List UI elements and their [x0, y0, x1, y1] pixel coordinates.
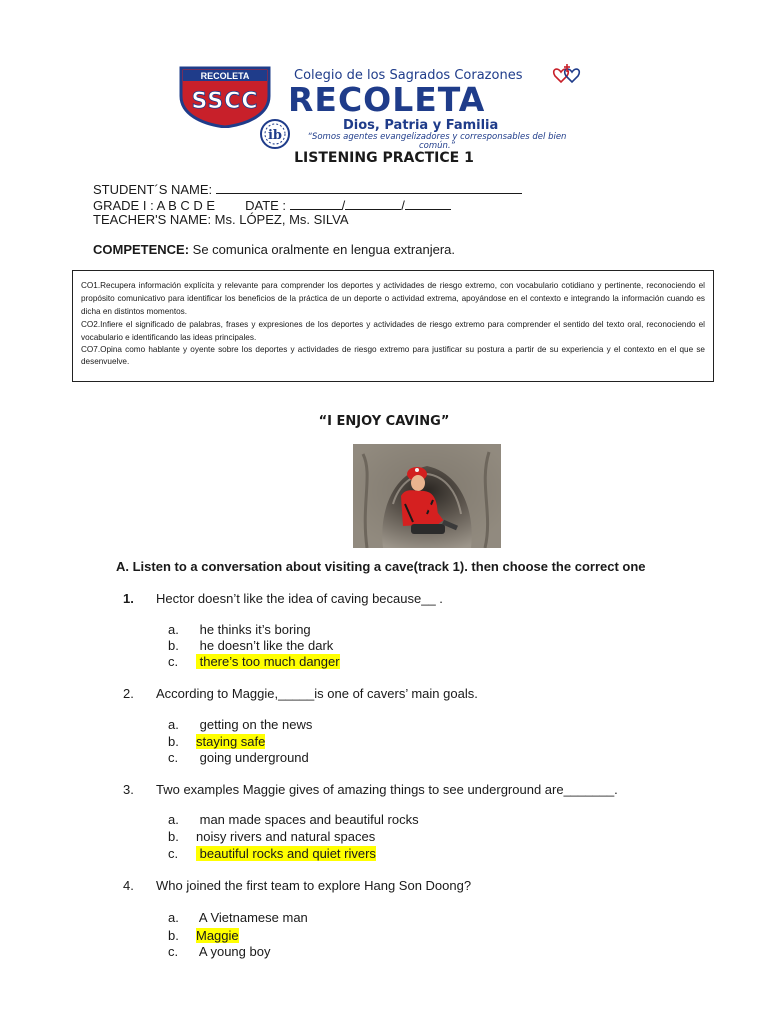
option-letter: b. — [168, 928, 179, 943]
grade-date-row — [93, 197, 451, 213]
question-text: According to Maggie,_____is one of cavers’ main goals. — [156, 686, 478, 701]
option-letter: c. — [168, 846, 179, 861]
option-letter: a. — [168, 910, 179, 925]
option-letter: a. — [168, 812, 179, 827]
date-separator: / — [341, 198, 346, 213]
shield-main-text: SSCC — [191, 89, 259, 114]
option-letter: c. — [168, 654, 179, 669]
reading-title: “I ENJOY CAVING” — [318, 414, 450, 429]
capacity-co2: CO2.Infiere el significado de palabras, frases y expresiones de los deportes y actividades de riesgo extremo para comprender el sentido del texto oral, reconociendo el vocabulario e identificando las ideas principales. — [81, 320, 705, 342]
question-2 — [123, 686, 478, 701]
option-text: noisy rivers and natural spaces — [196, 829, 376, 844]
option-text-highlighted: staying safe — [196, 734, 266, 749]
option-text-highlighted: there’s too much danger — [196, 654, 340, 669]
option-text: man made spaces and beautiful rocks — [196, 812, 419, 827]
option-text: going underground — [196, 750, 309, 765]
option-text: he thinks it’s boring — [196, 622, 311, 637]
school-motto: Dios, Patria y Familia — [343, 118, 499, 133]
competence-text: Se comunica oralmente en lengua extranjera. — [189, 242, 455, 257]
shield-top-text: RECOLETA — [200, 71, 250, 81]
student-name-label: STUDENT´S NAME: — [93, 182, 216, 197]
option-2b[interactable] — [168, 734, 265, 749]
option-text-highlighted: Maggie — [196, 928, 239, 943]
question-text: Hector doesn’t like the idea of caving because__ . — [156, 591, 443, 606]
student-name-row — [93, 181, 522, 197]
date-separator: / — [401, 198, 405, 213]
option-text: A Vietnamese man — [196, 910, 308, 925]
cave-explorer-photo — [353, 444, 501, 548]
question-number: 1. — [123, 591, 134, 606]
question-number: 3. — [123, 782, 134, 797]
school-quote: “Somos agentes evangelizadores y corresponsables del bien común.” — [307, 132, 567, 151]
option-text: he doesn’t like the dark — [196, 638, 334, 653]
grade-label: GRADE I : A B C D E — [93, 198, 216, 213]
date-label: DATE : — [245, 198, 290, 213]
capacities-box — [72, 270, 714, 382]
date-day-field[interactable] — [290, 197, 342, 210]
question-3 — [123, 782, 618, 797]
option-letter: a. — [168, 622, 179, 637]
option-letter: a. — [168, 717, 179, 732]
option-2a[interactable] — [168, 717, 312, 732]
question-number: 4. — [123, 878, 134, 893]
competence-row — [93, 242, 455, 257]
ib-logo — [255, 118, 295, 150]
student-name-field[interactable] — [216, 181, 522, 194]
date-year-field[interactable] — [405, 197, 451, 210]
option-letter: b. — [168, 638, 179, 653]
option-letter: b. — [168, 829, 179, 844]
section-a-instructions: A. Listen to a conversation about visiting a cave(track 1). then choose the correct one — [116, 559, 646, 574]
option-1c[interactable] — [168, 654, 340, 669]
capacity-co1: CO1.Recupera información explícita y relevante para comprender los deportes y actividades de riesgo extremo, con vocabulario cotidiano y pertinente, reconociendo el propósito comunicativo para identificar los beneficios de la práctica de un deporte o actividad extrema, apoyándose en el contexto e integrando la información cuando es dicha en distintos momentos. — [81, 281, 705, 316]
option-text: A young boy — [196, 944, 271, 959]
school-name-big: RECOLETA — [288, 80, 486, 119]
option-1b[interactable] — [168, 638, 333, 653]
question-number: 2. — [123, 686, 134, 701]
question-text: Two examples Maggie gives of amazing things to see underground are_______. — [156, 782, 618, 797]
option-text-highlighted: beautiful rocks and quiet rivers — [196, 846, 376, 861]
option-letter: b. — [168, 734, 179, 749]
option-4c[interactable] — [168, 944, 270, 959]
option-letter: c. — [168, 750, 179, 765]
option-4b[interactable] — [168, 928, 239, 943]
ib-logo-text: ib — [267, 128, 283, 143]
option-4a[interactable] — [168, 910, 308, 925]
teacher-name-row: TEACHER'S NAME: Ms. LÓPEZ, Ms. SILVA — [93, 212, 349, 227]
option-letter: c. — [168, 944, 179, 959]
option-2c[interactable] — [168, 750, 309, 765]
question-4 — [123, 878, 471, 893]
page-title: LISTENING PRACTICE 1 — [294, 150, 474, 166]
option-3c[interactable] — [168, 846, 376, 861]
question-1 — [123, 591, 443, 606]
school-name-small: Colegio de los Sagrados Corazones — [294, 68, 523, 83]
option-text: getting on the news — [196, 717, 313, 732]
question-text: Who joined the first team to explore Hang Son Doong? — [156, 878, 472, 893]
competence-label: COMPETENCE: — [93, 242, 190, 257]
hearts-cross-icon — [551, 64, 583, 88]
date-month-field[interactable] — [345, 197, 401, 210]
option-1a[interactable] — [168, 622, 311, 637]
capacity-co7: CO7.Opina como hablante y oyente sobre los deportes y actividades de riesgo extremo para justificar su postura a partir de su experiencia y el contexto en el que se desenvuelve. — [81, 345, 705, 366]
option-3a[interactable] — [168, 812, 419, 827]
option-3b[interactable] — [168, 829, 375, 844]
